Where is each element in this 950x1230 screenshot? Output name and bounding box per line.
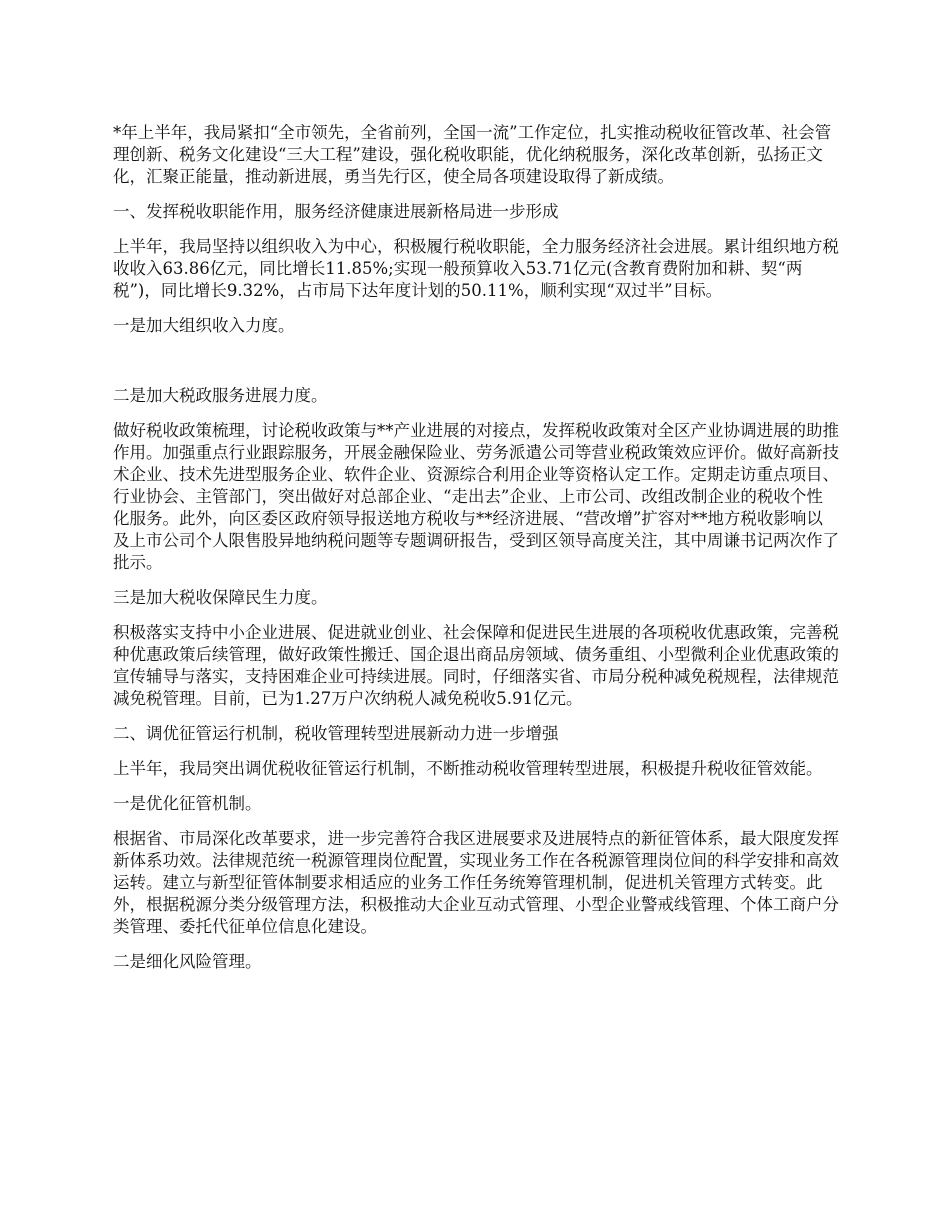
subheading-1-3: 三是加大税收保障民生力度。 (113, 588, 328, 607)
subsection-1-2-paragraph: 做好税收政策梳理，讨论税收政策与**产业进展的对接点，发挥税收政策对全区产业协调进展的助推作用。加强重点行业跟踪服务，开展金融保险业、劳务派遣公司等营业税政策效应评价。做好高新技术企业、技术先进型服务企业、软件企业、资源综合利用企业等资格认定工作。定期走访重点项目、行业协会、主管部门，突出做好对总部企业、“走出去”企业、上市公司、改组改制企业的税收个性化服务。此外，向区委区政府领导报送地方税收与**经济进展、“营改增”扩容对**地方税收影响以及上市公司个人限售股异地纳税问题等专题调研报告，受到区领导高度关注，其中周谦书记两次作了批示。 (113, 421, 839, 572)
subsection-1-3-paragraph: 积极落实支持中小企业进展、促进就业创业、社会保障和促进民生进展的各项税收优惠政策，完善税种优惠政策后续管理，做好政策性搬迁、国企退出商品房领域、债务重组、小型微利企业优惠政策的宣传辅导与落实，支持困难企业可持续进展。同时，仔细落实省、市局分税种减免税规程，法律规范减免税管理。目前，已为1.27万户次纳税人减免税收5.91亿元。 (113, 623, 839, 708)
subheading-1-2: 二是加大税政服务进展力度。 (113, 386, 328, 405)
subheading-2-1: 一是优化征管机制。 (113, 794, 262, 813)
section-heading-2: 二、调优征管运行机制，税收管理转型进展新动力进一步增强 (113, 724, 559, 743)
document-body (113, 122, 839, 986)
section-heading-1: 一、发挥税收职能作用，服务经济健康进展新格局进一步形成 (113, 202, 559, 221)
subheading-2-2: 二是细化风险管理。 (113, 952, 262, 971)
blank-gap (113, 350, 839, 385)
section-2-paragraph: 上半年，我局突出调优税收征管运行机制，不断推动税收管理转型进展，积极提升税收征管效能。 (113, 759, 823, 778)
subheading-1-1: 一是加大组织收入力度。 (113, 316, 295, 335)
intro-paragraph: *年上半年，我局紧扣“全市领先，全省前列，全国一流”工作定位，扎实推动税收征管改革、社会管理创新、税务文化建设“三大工程”建设，强化税收职能，优化纳税服务，深化改革创新，弘扬正文化，汇聚正能量，推动新进展，勇当先行区，使全局各项建设取得了新成绩。 (113, 123, 832, 186)
subsection-2-1-paragraph: 根据省、市局深化改革要求，进一步完善符合我区进展要求及进展特点的新征管体系，最大限度发挥新体系功效。法律规范统一税源管理岗位配置，实现业务工作在各税源管理岗位间的科学安排和高效运转。建立与新型征管体制要求相适应的业务工作任务统筹管理机制，促进机关管理方式转变。此外，根据税源分类分级管理方法，积极推动大企业互动式管理、小型企业警戒线管理、个体工商户分类管理、委托代征单位信息化建设。 (113, 829, 839, 936)
section-1-paragraph: 上半年，我局坚持以组织收入为中心，积极履行税收职能，全力服务经济社会进展。累计组织地方税收收入63.86亿元，同比增长11.85%;实现一般预算收入53.71亿元(含教育费附加和耕、契“两税”)，同比增长9.32%，占市局下达年度计划的50.11%，顺利实现“双过半”目标。 (113, 237, 839, 300)
